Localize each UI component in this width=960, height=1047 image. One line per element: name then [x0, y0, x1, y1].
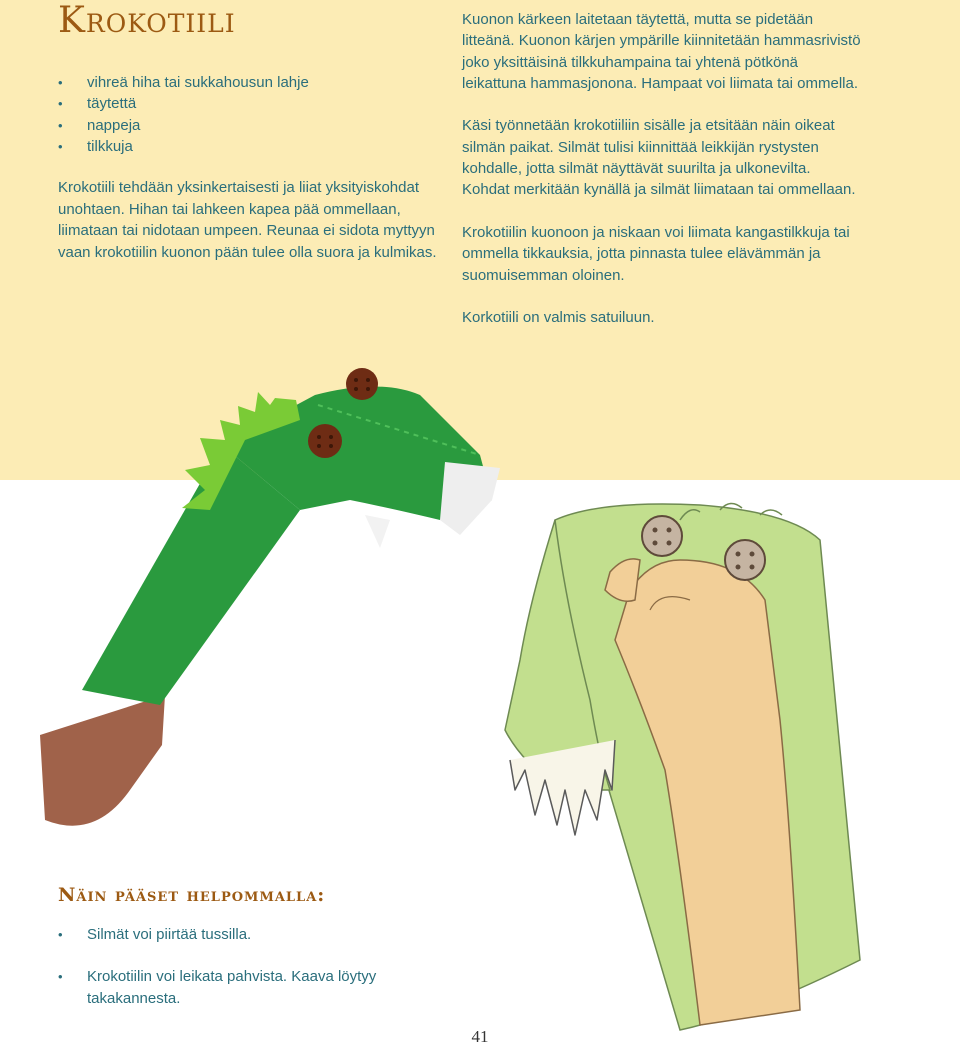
- tips-list: [58, 924, 438, 1030]
- bullet-icon: •: [58, 927, 63, 942]
- tips-heading: Näin pääset helpommalla:: [58, 884, 326, 906]
- page-title: Krokotiili: [58, 0, 236, 41]
- bullet-icon: •: [58, 969, 63, 985]
- bullet-icon: •: [58, 117, 63, 133]
- list-item: • Krokotiilin voi leikata pahvista. Kaava löytyy takakannesta.: [58, 968, 377, 1007]
- crocodile-drawing: [505, 503, 860, 1030]
- page-number: 41: [471, 1027, 489, 1046]
- instruction-paragraph: Korkotiili on valmis satuiluun.: [462, 309, 655, 327]
- materials-list: [58, 72, 309, 157]
- instruction-paragraph: Käsi työnnetään krokotiiliin sisälle ja etsitään näin oikeat silmän paikat. Silmät tulisi kiinnittää leikkijän rystysten kohdalle, jotta silmät näyttävät suurilta ja ulkonevilta. Kohdat merkitään kynällä ja silmät liimataan tai ommellaan.: [462, 117, 856, 199]
- instructions: [462, 9, 862, 350]
- instruction-paragraph: Krokotiilin kuonoon ja niskaan voi liimata kangastilkkuja tai ommella tikkauksia, jotta pinnasta tulee elävämmän ja suomuisemman oloinen.: [462, 223, 850, 284]
- list-item: • täytettä: [58, 93, 309, 114]
- list-item: • vihreä hiha tai sukkahousun lahje: [58, 72, 309, 93]
- intro-paragraph: Krokotiili tehdään yksinkertaisesti ja liiat yksityiskohdat unohtaen. Hihan tai lahkeen kapea pää ommellaan, liimataan tai nidotaan umpeen. Reunaa ei sidota myttyyn vaan krokotiilin kuonon pään tulee olla suora ja kulmikas.: [58, 179, 437, 261]
- list-item: • Silmät voi piirtää tussilla.: [58, 924, 438, 945]
- list-item: • nappeja: [58, 115, 309, 136]
- bullet-icon: •: [58, 75, 63, 90]
- sock-puppet-photo: [40, 368, 500, 826]
- list-item: • tilkkuja: [58, 136, 309, 157]
- bullet-icon: •: [58, 96, 63, 112]
- instruction-paragraph: Kuonon kärkeen laitetaan täytettä, mutta se pidetään litteänä. Kuonon kärjen ympärille kiinnitetään hammasrivistö joko yksittäisinä tilkkuhampaina tai yhtenä pötkönä leikattuna hammasjonona. Hampaat voi liimata tai ommella.: [462, 11, 861, 92]
- bullet-icon: •: [58, 138, 63, 154]
